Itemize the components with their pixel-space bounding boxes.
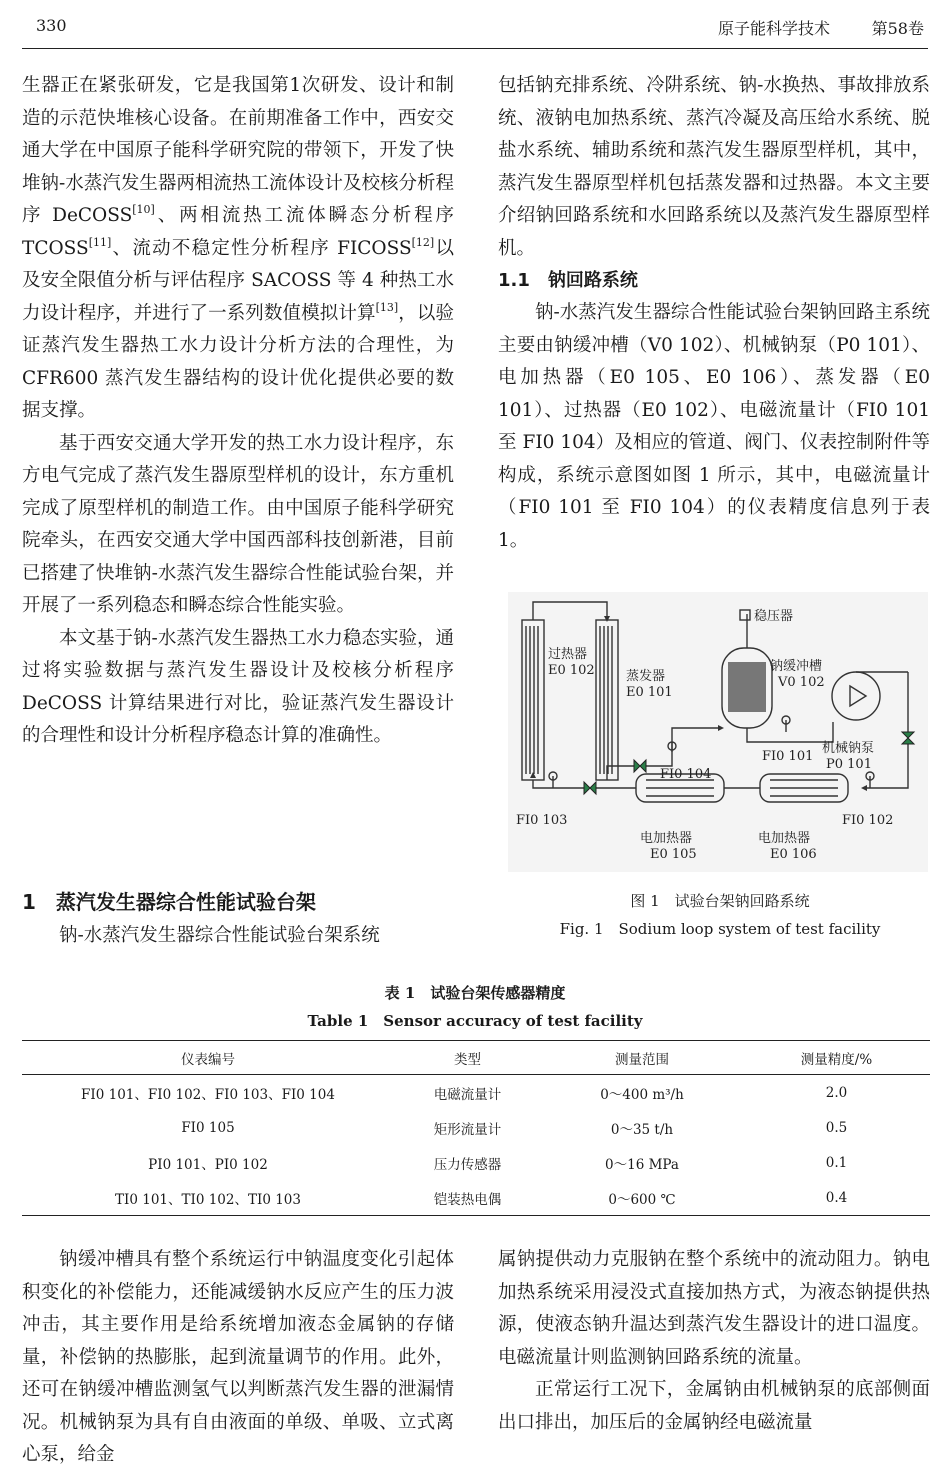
table-cell: 0.1: [825, 1154, 848, 1171]
subsection-heading: 1.1 钠回路系统: [498, 270, 638, 291]
buffer-tank-core: [728, 662, 766, 712]
paragraph: 包括钠充排系统、冷阱系统、钠-水换热、事故排放系统、液钠电加热系统、蒸汽冷凝及高压给水系统、脱盐水系统、辅助系统和蒸汽发生器原型样机，其中，蒸汽发生器原型样机包括蒸发器和过热器。本文主要介绍钠回路系统和水回路系统以及蒸汽发生器原型样机。: [498, 75, 930, 259]
label-heater-2: 电加热器: [758, 831, 811, 846]
table-cell: 矩形流量计: [433, 1121, 502, 1138]
label-superheater: 过热器: [548, 647, 588, 662]
table-title-cn: 表 1 试验台架传感器精度: [384, 984, 566, 1002]
label-stabilizer: 稳压器: [754, 609, 794, 624]
running-header: [22, 0, 928, 49]
table-cell: 电磁流量计: [433, 1086, 502, 1103]
figure-caption-cn: 图 1 试验台架钠回路系统: [630, 892, 810, 910]
table-cell: 0.4: [825, 1189, 848, 1206]
bottom-right-column: [498, 1244, 930, 1439]
column-header: 仪表编号: [22, 1041, 394, 1075]
table-cell: PI0 101、PI0 102: [148, 1156, 268, 1173]
table-cell: TI0 101、TI0 102、TI0 103: [115, 1191, 301, 1208]
table-cell: 0～16 MPa: [605, 1156, 679, 1173]
label-evaporator: 蒸发器: [626, 669, 666, 684]
paragraph: 本文基于钠-水蒸汽发生器热工水力稳态实验，通过将实验数据与蒸汽发生器设计及校核分析程序 DeCOSS 计算结果进行对比，验证蒸汽发生器设计的合理性和设计分析程序稳态计算的准确性。: [22, 627, 454, 746]
table-header-row: [22, 1041, 930, 1075]
column-header: 类型: [394, 1041, 541, 1075]
paragraph: 钠-水蒸汽发生器综合性能试验台架钠回路主系统主要由钠缓冲槽（V0 102）、机械钠泵（P0 101）、电加热器（E0 105、E0 106）、蒸发器（E0 101）、过热器（E0 102）、电磁流量计（FI0 101 至 FI0 104）及相应的管道、阀门、仪表控制附件等构成，系统示意图如图 1 所示，其中，电磁流量计（FI0 101 至 FI0 104）的仪表精度信息列于表 1。: [498, 302, 930, 551]
table-cell: FI0 101、FI0 102、FI0 103、FI0 104: [81, 1086, 335, 1103]
section-heading: 1 蒸汽发生器综合性能试验台架: [22, 890, 316, 914]
table-row: [22, 1075, 930, 1111]
column-header: 测量范围: [541, 1041, 743, 1075]
label-heater-1-id: E0 105: [650, 847, 697, 862]
table-cell: 0～400 m³/h: [600, 1086, 684, 1103]
label-superheater-id: E0 102: [548, 663, 595, 678]
table-cell: 0～600 ℃: [608, 1191, 676, 1208]
paragraph: 基于西安交通大学开发的热工水力设计程序，东方电气完成了蒸汽发生器原型样机的设计，东方重机完成了原型样机的制造工作。由中国原子能科学研究院牵头，在西安交通大学中国西部科技创新港，目前已搭建了快堆钠-水蒸汽发生器综合性能试验台架，并开展了一系列稳态和瞬态综合性能实验。: [22, 432, 454, 616]
label-fi102: FI0 102: [842, 813, 894, 828]
table-title-en: Table 1 Sensor accuracy of test facility: [307, 1012, 643, 1030]
label-evaporator-id: E0 101: [626, 685, 673, 700]
table-cell: FI0 105: [181, 1119, 235, 1136]
table-cell: 0.5: [825, 1119, 848, 1136]
table-row: [22, 1110, 930, 1145]
paragraph: 正常运行工况下，金属钠由机械钠泵的底部侧面出口排出，加压后的金属钠经电磁流量: [498, 1379, 930, 1433]
volume-number: 第58卷: [871, 19, 924, 38]
page-number: 330: [36, 16, 67, 35]
paragraph: 钠缓冲槽具有整个系统运行中钠温度变化引起体积变化的补偿能力，还能减缓钠水反应产生的压力波冲击，其主要作用是给系统增加液态金属钠的存储量，补偿钠的热膨胀，起到流量调节的作用。此外，还可在钠缓冲槽监测氢气以判断蒸汽发生器的泄漏情况。机械钠泵为具有自由液面的单级、单吸、立式离心泵，给金: [22, 1249, 454, 1465]
left-column: [22, 70, 454, 753]
paragraph: 钠-水蒸汽发生器综合性能试验台架系统: [59, 925, 380, 946]
label-heater-1: 电加热器: [640, 831, 693, 846]
table-row: [22, 1145, 930, 1180]
table-cell: 2.0: [825, 1084, 848, 1101]
sodium-loop-diagram: [508, 592, 928, 872]
paragraph: 生器正在紧张研发，它是我国第1次研发、设计和制造的示范快堆核心设备。在前期准备工作中，西安交通大学在中国原子能科学研究院的带领下，开发了快堆钠-水蒸汽发生器两相流热工流体设计及校核分析程序 DeCOSS[10]、两相流热工流体瞬态分析程序 TCOSS[11]、流动不稳定性分析程序 FICOSS[12]以及安全限值分析与评估程序 SACOSS 等 4 种热工水力设计程序，并进行了一系列数值模拟计算[13]，以验证蒸汽发生器热工水力设计分析方法的合理性，为 CFR600 蒸汽发生器结构的设计优化提供必要的数据支撑。: [22, 75, 454, 421]
table-cell: 铠装热电偶: [433, 1191, 502, 1208]
table-cell: 压力传感器: [433, 1156, 502, 1173]
label-buffer-tank-id: V0 102: [778, 675, 825, 690]
label-fi101: FI0 101: [762, 749, 814, 764]
table-cell: 0～35 t/h: [610, 1121, 674, 1138]
label-pump-id: P0 101: [826, 757, 872, 772]
column-header: 测量精度/%: [743, 1041, 930, 1075]
label-fi103: FI0 103: [516, 813, 568, 828]
journal-name: 原子能科学技术: [717, 19, 830, 38]
sensor-accuracy-table: [22, 1040, 930, 1216]
label-buffer-tank: 钠缓冲槽: [770, 659, 823, 674]
bottom-left-column: [22, 1244, 454, 1472]
paragraph: 属钠提供动力克服钠在整个系统中的流动阻力。钠电加热系统采用浸没式直接加热方式，为液态钠提供热源，使液态钠升温达到蒸汽发生器设计的进口温度。电磁流量计则监测钠回路系统的流量。: [498, 1249, 930, 1368]
figure-caption-en: Fig. 1 Sodium loop system of test facility: [559, 920, 881, 938]
label-pump: 机械钠泵: [822, 741, 875, 756]
table-row: [22, 1180, 930, 1216]
label-fi104: FI0 104: [660, 767, 712, 782]
label-heater-2-id: E0 106: [770, 847, 817, 862]
right-column: [498, 70, 930, 557]
